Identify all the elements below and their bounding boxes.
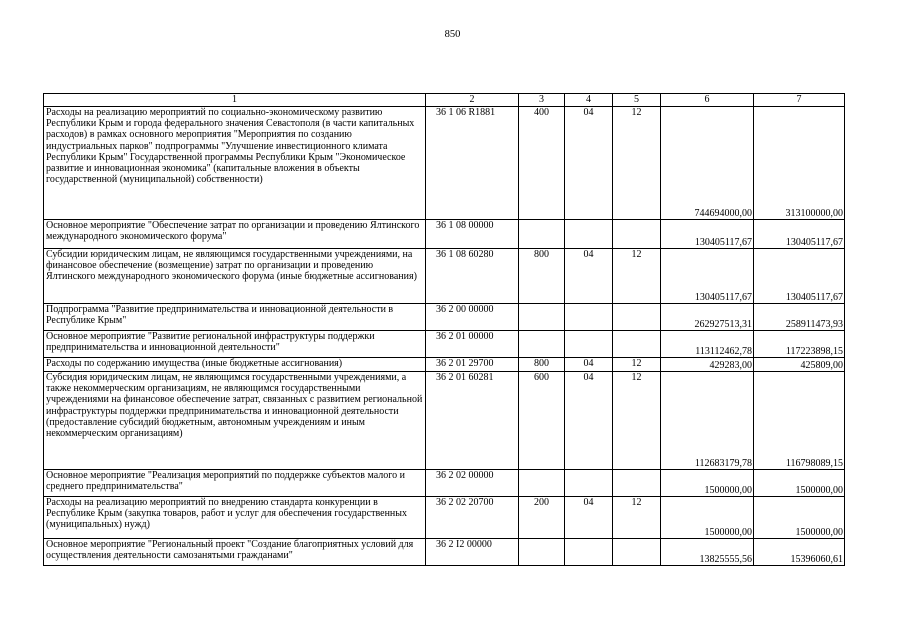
table-row [44,304,845,331]
row-amount-2: 1500000,00 [754,497,845,539]
row-description: Субсидии юридическим лицам, не являющимся государственными учреждениями, на финансовое обеспечение (возмещение) затрат по организации и проведению Ялтинского международного экономического форума (иные бюджетные ассигнования) [44,249,426,304]
column-header: 3 [519,94,565,107]
table-row [44,220,845,249]
row-amount-1: 1500000,00 [661,470,754,497]
row-code: 36 1 08 00000 [426,220,519,249]
row-description: Основное мероприятие "Региональный проект "Создание благоприятных условий для осуществления деятельности самозанятыми гражданами" [44,539,426,566]
column-header: 5 [613,94,661,107]
table-row [44,470,845,497]
row-amount-2: 425809,00 [754,358,845,372]
row-col5 [613,470,661,497]
row-amount-1: 113112462,78 [661,331,754,358]
row-col5 [613,304,661,331]
row-amount-2: 258911473,93 [754,304,845,331]
row-description: Основное мероприятие "Реализация мероприятий по поддержке субъектов малого и среднего предпринимательства" [44,470,426,497]
row-code: 36 2 01 29700 [426,358,519,372]
row-amount-2: 116798089,15 [754,372,845,470]
row-col5 [613,539,661,566]
row-col3 [519,539,565,566]
row-col4: 04 [565,249,613,304]
row-description: Основное мероприятие "Обеспечение затрат по организации и проведению Ялтинского международного экономического форума" [44,220,426,249]
row-col4 [565,470,613,497]
table-row [44,107,845,220]
row-code: 36 2 I2 00000 [426,539,519,566]
row-col5: 12 [613,372,661,470]
table-row [44,372,845,470]
row-code: 36 2 01 60281 [426,372,519,470]
row-amount-1: 130405117,67 [661,220,754,249]
row-amount-2: 117223898,15 [754,331,845,358]
row-description: Расходы по содержанию имущества (иные бюджетные ассигнования) [44,358,426,372]
row-code: 36 2 02 00000 [426,470,519,497]
table-row [44,331,845,358]
row-amount-1: 13825555,56 [661,539,754,566]
row-col3: 200 [519,497,565,539]
row-col5: 12 [613,358,661,372]
row-code: 36 1 06 R1881 [426,107,519,220]
row-col5: 12 [613,249,661,304]
row-description: Субсидия юридическим лицам, не являющимся государственными учреждениями, а также некоммерческим организациям, не являющимся государственными учреждениями на финансовое обеспечение затрат, связанных с развитием региональной инфраструктуры поддержки предпринимательства и инновационной деятельности (предоставление субсидий бюджетным, автономным учреждениям и иным некоммерческим организациям) [44,372,426,470]
row-col4: 04 [565,497,613,539]
row-col4: 04 [565,372,613,470]
row-col4: 04 [565,107,613,220]
row-code: 36 2 00 00000 [426,304,519,331]
row-amount-1: 744694000,00 [661,107,754,220]
row-amount-1: 130405117,67 [661,249,754,304]
row-description: Расходы на реализацию мероприятий по внедрению стандарта конкуренции в Республике Крым (закупка товаров, работ и услуг для обеспечения государственных (муниципальных) нужд) [44,497,426,539]
row-col3 [519,331,565,358]
row-description: Расходы на реализацию мероприятий по социально-экономическому развитию Республики Крым и города федерального значения Севастополя (в части капитальных расходов) в рамках основного мероприятия "Мероприятия по созданию индустриальных парков" подпрограммы "Улучшение инвестиционного климата Республики Крым" Государственной программы Республики Крым "Экономическое развитие и инновационная экономика" (капитальные вложения в объекты государственной (муниципальной) собственности) [44,107,426,220]
row-col4 [565,539,613,566]
page-number: 850 [444,29,461,40]
table-header-row [44,94,845,107]
row-amount-2: 15396060,61 [754,539,845,566]
budget-table [43,93,845,566]
row-amount-2: 130405117,67 [754,249,845,304]
row-description: Основное мероприятие "Развитие региональной инфраструктуры поддержки предпринимательства и инновационной деятельности" [44,331,426,358]
row-amount-2: 313100000,00 [754,107,845,220]
column-header: 2 [426,94,519,107]
table-row [44,497,845,539]
row-col3 [519,470,565,497]
row-amount-2: 130405117,67 [754,220,845,249]
table-row [44,539,845,566]
row-col5: 12 [613,107,661,220]
row-col3: 400 [519,107,565,220]
row-col3: 800 [519,358,565,372]
table-row [44,249,845,304]
table-row [44,358,845,372]
row-amount-1: 429283,00 [661,358,754,372]
row-code: 36 1 08 60280 [426,249,519,304]
row-col5: 12 [613,497,661,539]
row-col4 [565,220,613,249]
row-amount-1: 1500000,00 [661,497,754,539]
column-header: 1 [44,94,426,107]
row-col4 [565,331,613,358]
column-header: 7 [754,94,845,107]
row-amount-2: 1500000,00 [754,470,845,497]
row-description: Подпрограмма "Развитие предпринимательства и инновационной деятельности в Республике Крым" [44,304,426,331]
row-col4: 04 [565,358,613,372]
column-header: 6 [661,94,754,107]
row-col5 [613,331,661,358]
row-col4 [565,304,613,331]
row-col3 [519,220,565,249]
row-col3: 800 [519,249,565,304]
row-code: 36 2 02 20700 [426,497,519,539]
row-amount-1: 112683179,78 [661,372,754,470]
row-col3 [519,304,565,331]
row-code: 36 2 01 00000 [426,331,519,358]
row-col5 [613,220,661,249]
row-amount-1: 262927513,31 [661,304,754,331]
column-header: 4 [565,94,613,107]
row-col3: 600 [519,372,565,470]
